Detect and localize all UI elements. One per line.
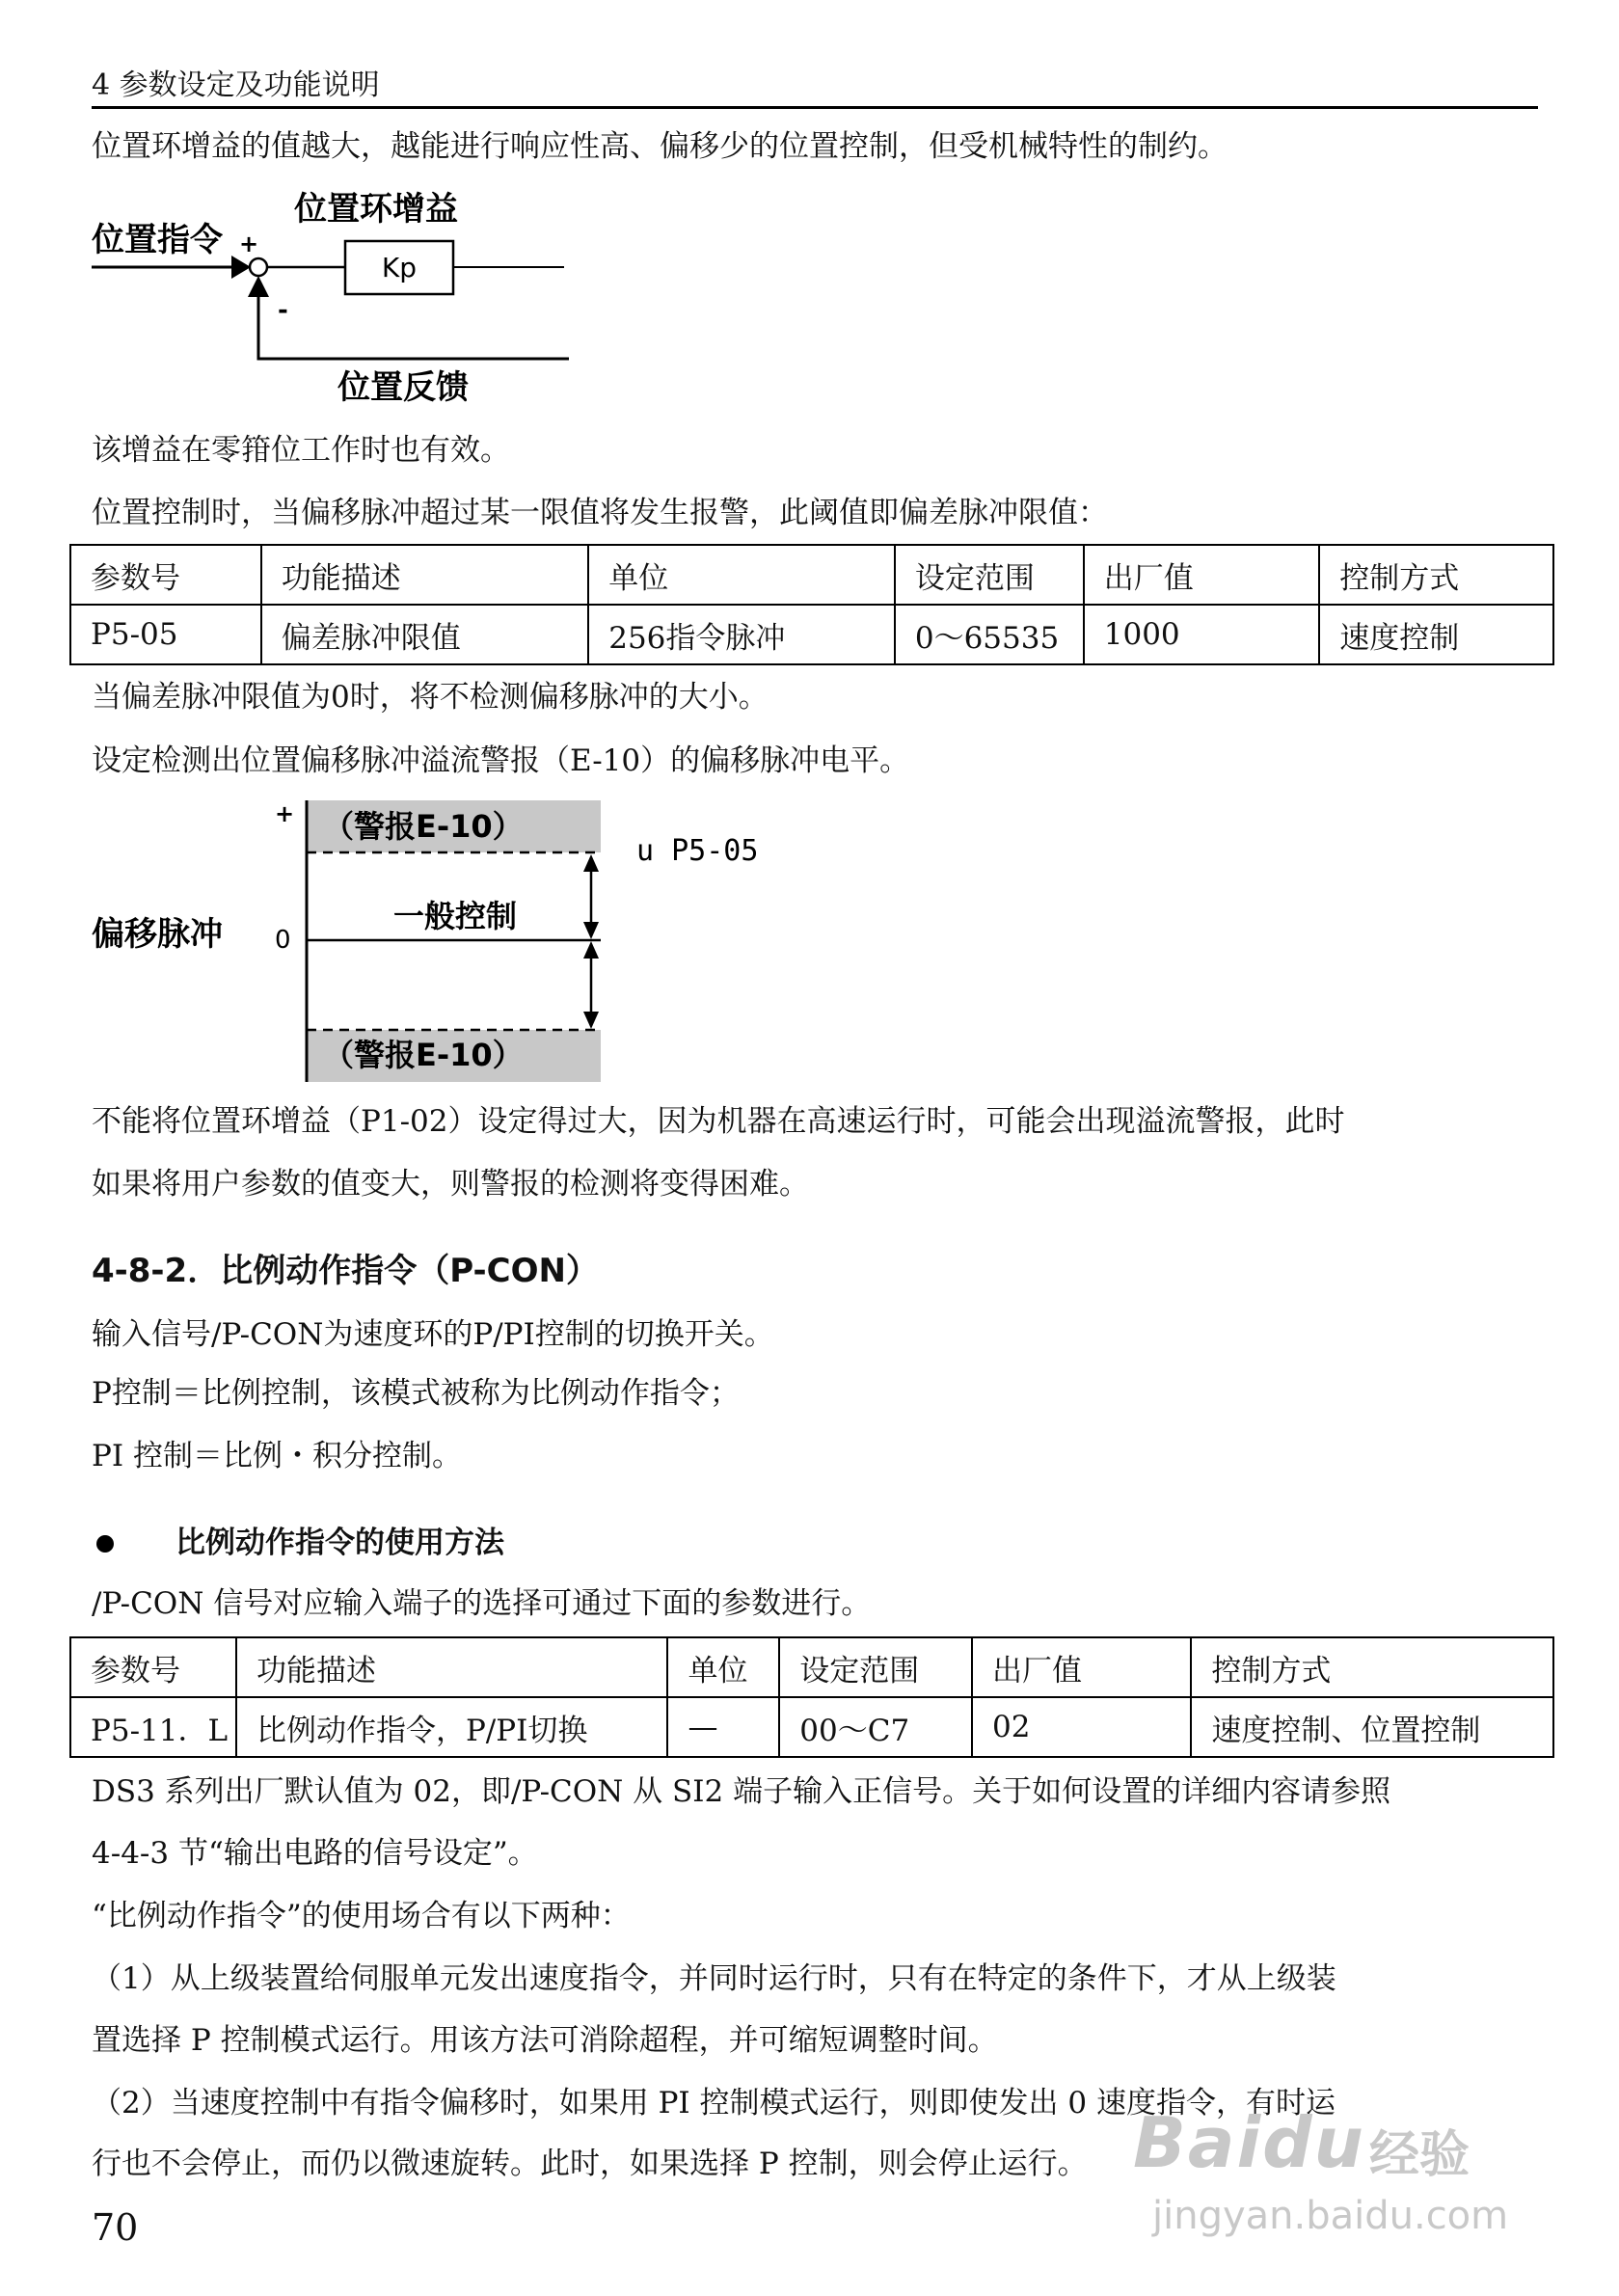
section-heading: 4-8-2．比例动作指令（P-CON） [92, 1252, 599, 1290]
table-header-cell: 参数号 [70, 545, 261, 605]
diagram-input-label: 位置指令 [92, 221, 223, 259]
input-arrow-icon [231, 256, 251, 279]
table-cell: P5-11．L [70, 1697, 236, 1757]
table-row [70, 1697, 1553, 1757]
table-cell: 0～65535 [895, 605, 1084, 664]
feedback-arrow-icon [248, 276, 269, 297]
table-header-cell: 出厂值 [1084, 545, 1320, 605]
table-header-cell: 参数号 [70, 1637, 236, 1697]
baidu-watermark [1133, 2102, 1538, 2247]
table-header-cell: 功能描述 [236, 1637, 668, 1697]
paragraph: 设定检测出位置偏移脉冲溢流警报（E-10）的偏移脉冲电平。 [92, 743, 910, 778]
table-cell: 速度控制、位置控制 [1191, 1697, 1553, 1757]
table-cell: 速度控制 [1319, 605, 1553, 664]
feedback-line [258, 297, 569, 359]
axis-zero-label: 0 [275, 926, 291, 955]
alarm-top-label: （警报E-10） [323, 808, 524, 845]
bullet-icon [96, 1535, 114, 1553]
table-cell: — [667, 1697, 779, 1757]
axis-plus-sign: + [275, 800, 295, 827]
bullet-heading: 比例动作指令的使用方法 [175, 1526, 504, 1560]
table-header-cell: 单位 [588, 545, 895, 605]
table-header-row [70, 545, 1553, 605]
paragraph: P控制＝比例控制，该模式被称为比例动作指令； [92, 1376, 740, 1411]
paragraph: 4-4-3 节“输出电路的信号设定”。 [92, 1836, 538, 1871]
axis-label: 偏移脉冲 [92, 915, 223, 954]
table-row [70, 605, 1553, 664]
table-cell: 00～C7 [779, 1697, 972, 1757]
table-cell: 02 [972, 1697, 1191, 1757]
parameter-table-p5-11 [69, 1636, 1554, 1758]
arrow-down-icon [583, 922, 599, 939]
limit-parameter-label: u P5-05 [636, 834, 759, 868]
paragraph: 行也不会停止，而仍以微速旋转。此时，如果选择 P 控制，则会停止运行。 [92, 2147, 1088, 2181]
paragraph: DS3 系列出厂默认值为 02，即/P-CON 从 SI2 端子输入正信号。关于如何设置的详细内容请参照 [92, 1774, 1391, 1809]
parameter-table-p5-05 [69, 544, 1554, 665]
table-cell: 偏差脉冲限值 [261, 605, 589, 664]
watermark-url: jingyan.baidu.com [1152, 2194, 1509, 2238]
paragraph: PI 控制＝比例・积分控制。 [92, 1439, 462, 1473]
table-header-cell: 出厂值 [972, 1637, 1191, 1697]
paragraph: “比例动作指令”的使用场合有以下两种： [92, 1899, 631, 1933]
arrow-down-icon [583, 1012, 599, 1029]
diagram-plus-sign: + [239, 230, 259, 257]
summing-junction [250, 258, 267, 276]
paragraph: （2）当速度控制中有指令偏移时，如果用 PI 控制模式运行，则即使发出 0 速度指令，有时运 [92, 2086, 1336, 2120]
page-header-title: 4 参数设定及功能说明 [92, 68, 380, 102]
table-header-cell: 控制方式 [1191, 1637, 1553, 1697]
page-number: 70 [92, 2206, 139, 2249]
diagram-minus-sign: - [278, 296, 288, 325]
table-header-cell: 设定范围 [895, 545, 1084, 605]
paragraph: /P-CON 信号对应输入端子的选择可通过下面的参数进行。 [92, 1586, 872, 1621]
arrow-up-icon [583, 854, 599, 872]
table-header-cell: 功能描述 [261, 545, 589, 605]
table-header-cell: 设定范围 [779, 1637, 972, 1697]
paragraph: 该增益在零箝位工作时也有效。 [92, 433, 510, 468]
table-header-cell: 控制方式 [1319, 545, 1553, 605]
watermark-brand: Baidu [1133, 2102, 1365, 2183]
table-cell: P5-05 [70, 605, 261, 664]
diagram-gain-label: 位置环增益 [294, 190, 458, 229]
table-header-cell: 单位 [667, 1637, 779, 1697]
gain-block-label: Kp [381, 252, 418, 284]
diagram-feedback-label: 位置反馈 [337, 368, 469, 407]
table-cell: 1000 [1084, 605, 1320, 664]
normal-control-label: 一般控制 [393, 898, 518, 934]
paragraph: 位置控制时，当偏移脉冲超过某一限值将发生报警，此阈值即偏差脉冲限值： [92, 496, 1108, 530]
paragraph: 如果将用户参数的值变大，则警报的检测将变得困难。 [92, 1167, 809, 1202]
deviation-alarm-diagram [87, 791, 800, 1090]
paragraph: 当偏差脉冲限值为0时，将不检测偏移脉冲的大小。 [92, 680, 769, 715]
table-cell: 比例动作指令，P/PI切换 [236, 1697, 668, 1757]
table-cell: 256指令脉冲 [588, 605, 895, 664]
paragraph: 位置环增益的值越大，越能进行响应性高、偏移少的位置控制，但受机械特性的制约。 [92, 129, 1228, 164]
watermark-tag: 经验 [1369, 2126, 1471, 2184]
paragraph: 置选择 P 控制模式运行。用该方法可消除超程，并可缩短调整时间。 [92, 2023, 998, 2058]
header-rule [92, 106, 1538, 109]
paragraph: （1）从上级装置给伺服单元发出速度指令，并同时运行时，只有在特定的条件下，才从上级装 [92, 1961, 1336, 1996]
alarm-bottom-label: （警报E-10） [323, 1037, 524, 1073]
arrow-up-icon [583, 941, 599, 959]
paragraph: 不能将位置环增益（P1-02）设定得过大，因为机器在高速运行时，可能会出现溢流警报，此时 [92, 1104, 1345, 1139]
table-header-row [70, 1637, 1553, 1697]
position-loop-diagram [87, 188, 607, 410]
paragraph: 输入信号/P-CON为速度环的P/PI控制的切换开关。 [92, 1317, 774, 1352]
